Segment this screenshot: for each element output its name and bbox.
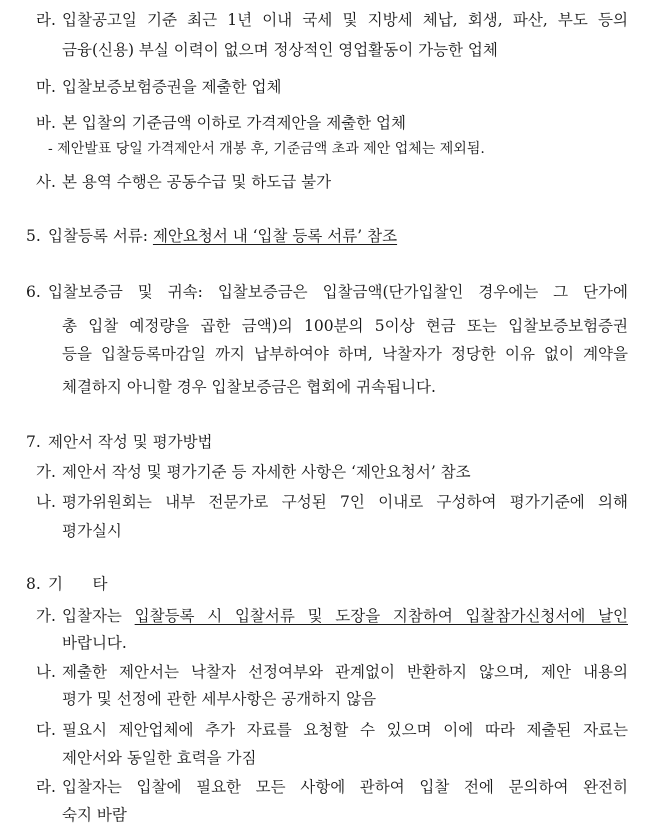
item-text: 입찰공고일 기준 최근 1년 이내 국세 및 지방세 체납, 회생, 파산, 부도 등의 xyxy=(62,11,628,29)
section-heading: 입찰등록 서류: xyxy=(48,227,148,245)
item-text: 입찰자는 입찰에 필요한 모든 사항에 관하여 입찰 전에 문의하여 완전히 xyxy=(62,778,628,796)
section-heading: 입찰보증금 및 귀속: xyxy=(48,283,203,301)
item-marker: 사. xyxy=(36,173,56,191)
item-marker: 바. xyxy=(36,114,56,132)
item-text: 숙지 바람 xyxy=(62,806,127,824)
item-marker: 가. xyxy=(36,463,56,481)
section-heading-line xyxy=(48,282,628,302)
section-number: 7. xyxy=(26,433,41,451)
paragraph-line: 체결하지 아니할 경우 입찰보증금은 협회에 귀속됩니다. xyxy=(62,378,436,396)
section-heading-line xyxy=(48,226,397,246)
item-marker: 마. xyxy=(36,78,56,96)
item-marker: 라. xyxy=(36,11,56,29)
item-text: 제안서 작성 및 평가기준 등 자세한 사항은 ‘제안요청서’ 참조 xyxy=(62,463,471,481)
item-marker: 가. xyxy=(36,607,56,625)
section-number: 8. xyxy=(26,575,41,593)
item-text: 평가실시 xyxy=(62,522,122,540)
item-marker: 라. xyxy=(36,778,56,796)
item-marker: 다. xyxy=(36,721,56,739)
item-note: - 제안발표 당일 가격제안서 개봉 후, 기준금액 초과 제안 업체는 제외됨. xyxy=(48,141,485,157)
section-number: 6. xyxy=(26,283,41,301)
section-heading: 기 타 xyxy=(48,575,108,593)
item-marker: 나. xyxy=(36,663,56,681)
item-text: 본 용역 수행은 공동수급 및 하도급 불가 xyxy=(62,173,332,191)
item-text: 평가위원회는 내부 전문가로 구성된 7인 이내로 구성하여 평가기준에 의해 xyxy=(62,493,628,511)
section-body: 제안요청서 내 ‘입찰 등록 서류’ 참조 xyxy=(152,227,398,245)
item-text-underlined: 입찰등록 시 입찰서류 및 도장을 지참하여 입찰참가신청서에 날인 xyxy=(134,607,628,625)
item-text: 본 입찰의 기준금액 이하로 가격제안을 제출한 업체 xyxy=(62,114,406,132)
section-heading: 제안서 작성 및 평가방법 xyxy=(48,433,213,451)
item-text-prefix: 입찰자는 xyxy=(62,607,122,625)
item-text: 금융(신용) 부실 이력이 없으며 정상적인 영업활동이 가능한 업체 xyxy=(62,41,498,59)
item-text xyxy=(62,606,628,626)
item-text: 제출한 제안서는 낙찰자 선정여부와 관계없이 반환하지 않으며, 제안 내용의 xyxy=(62,663,628,681)
item-marker: 나. xyxy=(36,493,56,511)
item-text: 평가 및 선정에 관한 세부사항은 공개하지 않음 xyxy=(62,690,377,708)
item-text: 필요시 제안업체에 추가 자료를 요청할 수 있으며 이에 따라 제출된 자료는 xyxy=(62,721,628,739)
paragraph-line: 등을 입찰등록마감일 까지 납부하여야 하며, 낙찰자가 정당한 이유 없이 계약을 xyxy=(62,345,628,363)
section-number: 5. xyxy=(26,227,41,245)
section-body: 입찰보증금은 입찰금액(단가입찰인 경우에는 그 단가에 xyxy=(217,283,628,301)
item-text: 입찰보증보험증권을 제출한 업체 xyxy=(62,78,282,96)
item-text: 바랍니다. xyxy=(62,634,127,652)
paragraph-line: 총 입찰 예정량을 곱한 금액)의 100분의 5이상 현금 또는 입찰보증보험증권 xyxy=(62,317,628,335)
item-text: 제안서와 동일한 효력을 가짐 xyxy=(62,749,257,767)
